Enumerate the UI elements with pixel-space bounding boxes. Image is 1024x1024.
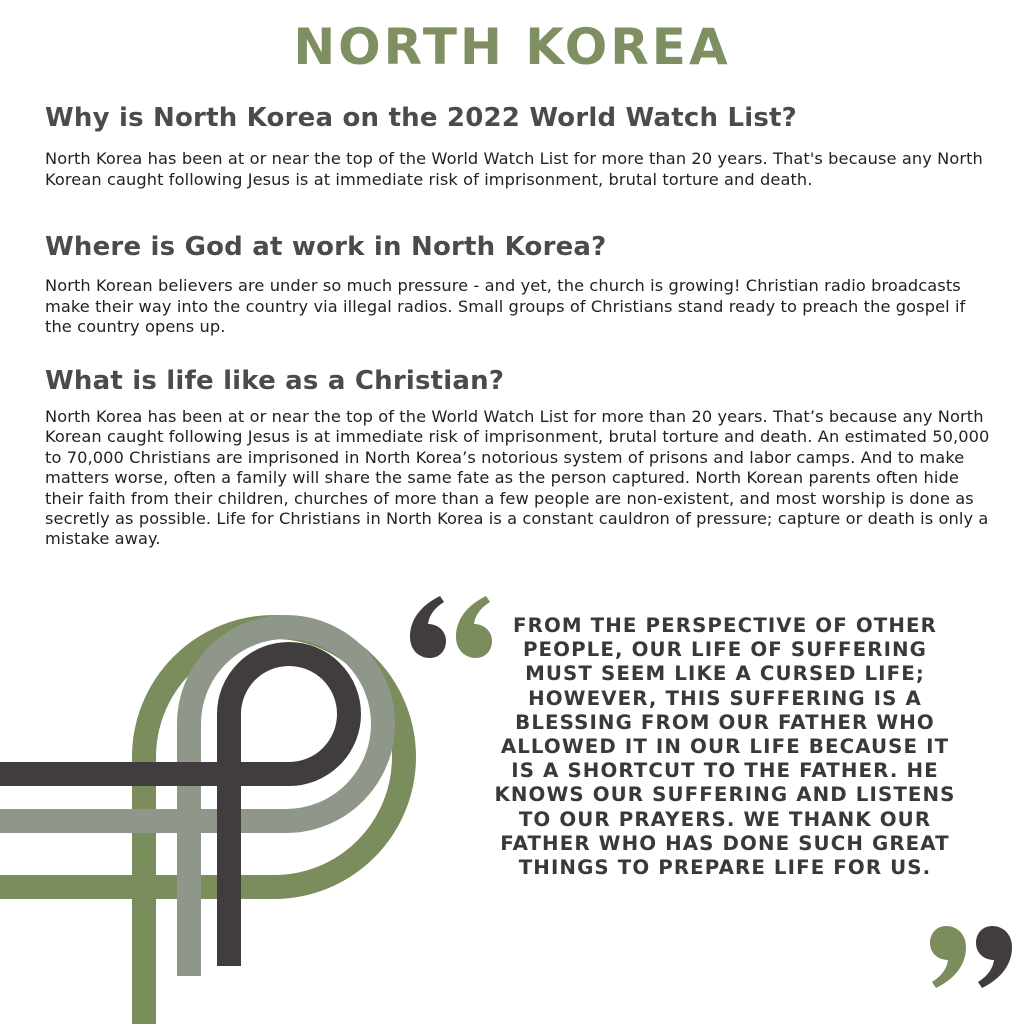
section-heading: What is life like as a Christian?	[45, 366, 505, 396]
looped-stripes-decoration	[0, 580, 440, 1024]
close-quote-icon	[930, 926, 1016, 994]
section-heading: Why is North Korea on the 2022 World Watch List?	[45, 103, 797, 133]
section-body: North Korea has been at or near the top of the World Watch List for more than 20 years. That’s because any North Korean caught following Jesus is at immediate risk of imprisonment, brutal torture and death. An estimated 50,000 to 70,000 Christians are imprisoned in North Korea’s notorious system of prisons and labor camps. And to make matters worse, often a family will share the same fate as the person captured. North Korean parents often hide their faith from their children, churches of more than a few people are non-existent, and most worship is done as secretly as possible. Life for Christians in North Korea is a constant cauldron of pressure; capture or death is only a mistake away.	[45, 407, 990, 549]
section-heading: Where is God at work in North Korea?	[45, 232, 607, 262]
section-body: North Korea has been at or near the top of the World Watch List for more than 20 years. That's because any North Korean caught following Jesus is at immediate risk of imprisonment, brutal torture and death.	[45, 149, 983, 189]
section-why-on-list	[45, 103, 995, 190]
page-title: NORTH KOREA	[293, 18, 731, 76]
section-god-at-work	[45, 232, 995, 338]
section-life-as-christian	[45, 366, 995, 550]
quote-text: FROM THE PERSPECTIVE OF OTHER PEOPLE, OUR LIFE OF SUFFERING MUST SEEM LIKE A CURSED LIFE; HOWEVER, THIS SUFFERING IS A BLESSING FROM OUR FATHER WHO ALLOWED IT IN OUR LIFE BECAUSE IT IS A SHORTCUT TO THE FATHER. HE KNOWS OUR SUFFERING AND LISTENS TO OUR PRAYERS. WE THANK OUR FATHER WHO HAS DONE SUCH GREAT THINGS TO PREPARE LIFE FOR US.	[494, 614, 956, 880]
open-quote-icon	[410, 594, 496, 660]
section-body: North Korean believers are under so much pressure - and yet, the church is growing! Christian radio broadcasts make their way into the country via illegal radios. Small groups of Christians stand ready to preach the gospel if the country opens up.	[45, 276, 966, 337]
